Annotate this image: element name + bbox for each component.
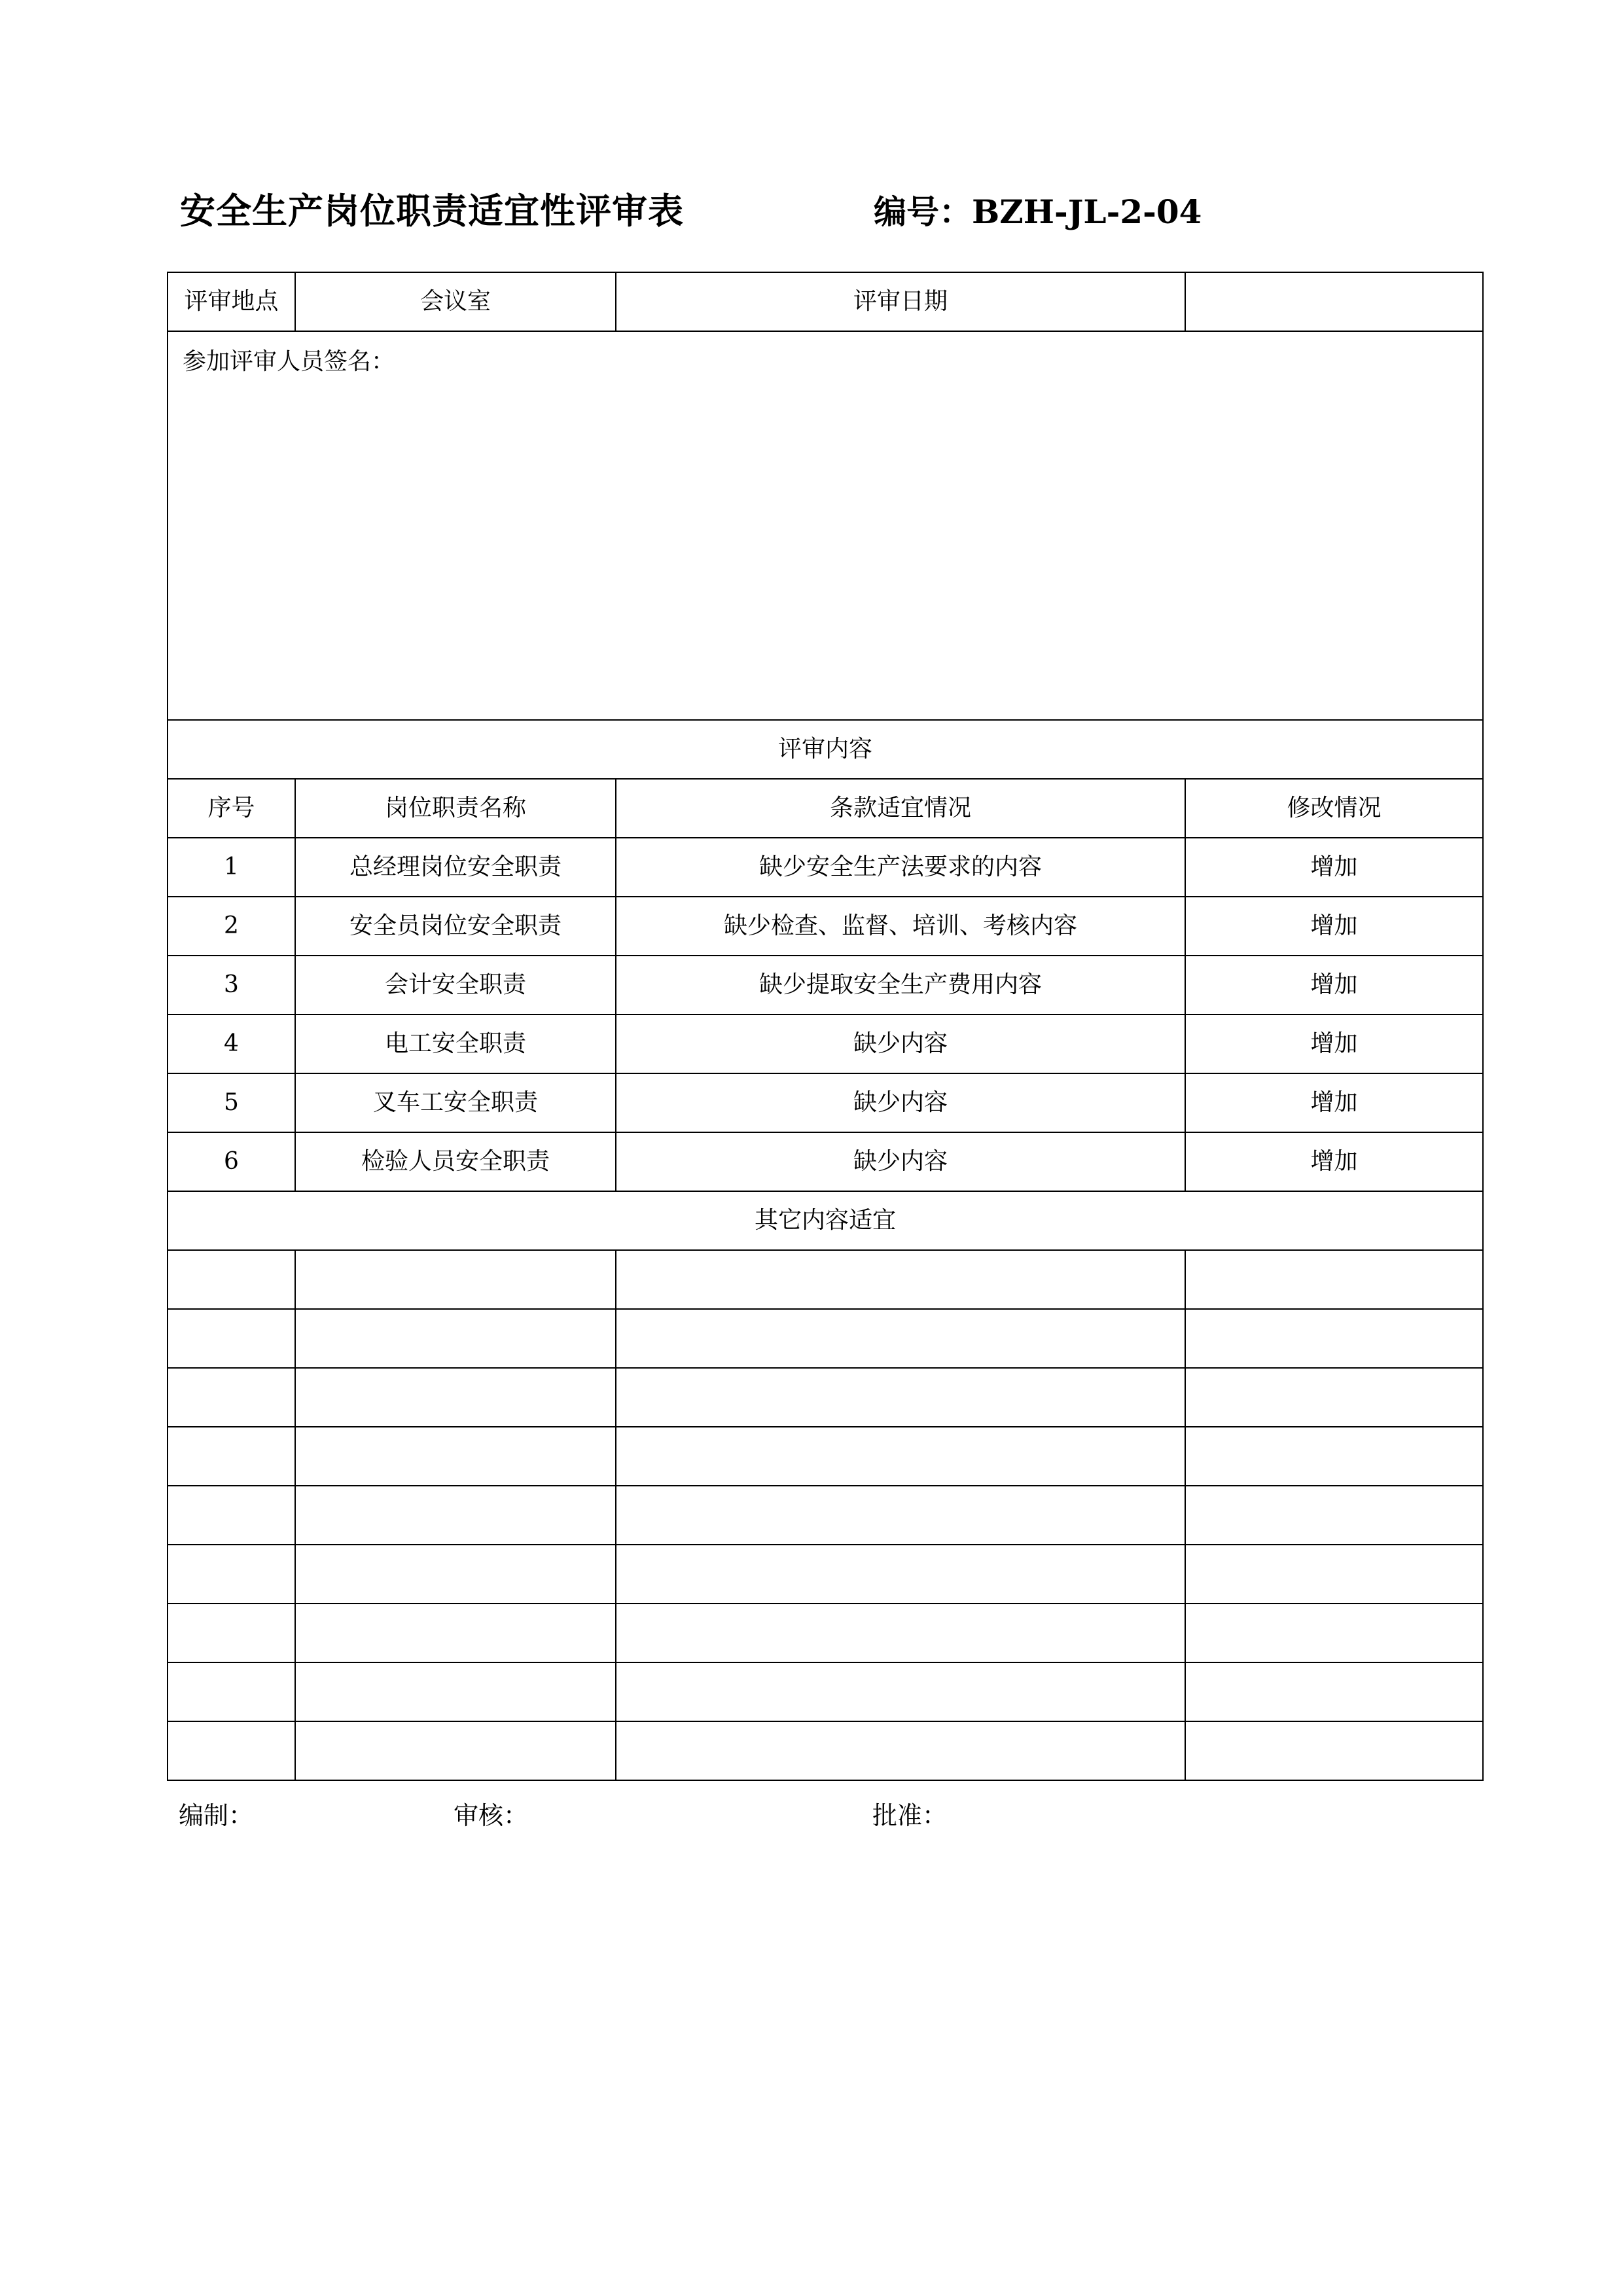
document-header (167, 183, 1495, 234)
cell-clause-suitability[interactable] (616, 1250, 1185, 1309)
cell-no[interactable] (168, 1427, 295, 1486)
review-place-value[interactable]: 会议室 (295, 272, 616, 331)
cell-clause-suitability[interactable] (616, 1721, 1185, 1780)
cell-duty-name[interactable] (295, 1545, 616, 1604)
column-header-no: 序号 (168, 779, 295, 838)
cell-no: 4 (168, 1014, 295, 1073)
cell-modification[interactable] (1185, 1604, 1483, 1662)
cell-duty-name: 会计安全职责 (295, 956, 616, 1014)
column-header-clause-suitability: 条款适宜情况 (616, 779, 1185, 838)
table-row (168, 1604, 1483, 1662)
table-row (168, 1427, 1483, 1486)
cell-duty-name[interactable] (295, 1721, 616, 1780)
cell-duty-name[interactable] (295, 1486, 616, 1545)
cell-duty-name[interactable] (295, 1368, 616, 1427)
column-header-modification: 修改情况 (1185, 779, 1483, 838)
table-row (168, 1132, 1483, 1191)
cell-clause-suitability: 缺少内容 (616, 1132, 1185, 1191)
prepared-by-label: 编制： (179, 1801, 254, 1830)
table-row (168, 1662, 1483, 1721)
section-label-review-content: 评审内容 (168, 720, 1483, 779)
cell-clause-suitability: 缺少安全生产法要求的内容 (616, 838, 1185, 897)
cell-duty-name[interactable] (295, 1604, 616, 1662)
cell-modification[interactable] (1185, 1662, 1483, 1721)
cell-no: 1 (168, 838, 295, 897)
cell-no[interactable] (168, 1309, 295, 1368)
cell-duty-name[interactable] (295, 1427, 616, 1486)
cell-clause-suitability: 缺少内容 (616, 1073, 1185, 1132)
cell-no[interactable] (168, 1545, 295, 1604)
table-row-section-other-content (168, 1191, 1483, 1250)
table-row (168, 1721, 1483, 1780)
cell-clause-suitability: 缺少检查、监督、培训、考核内容 (616, 897, 1185, 956)
review-place-label: 评审地点 (168, 272, 295, 331)
cell-modification: 增加 (1185, 1073, 1483, 1132)
cell-duty-name: 安全员岗位安全职责 (295, 897, 616, 956)
table-row-signatures (168, 331, 1483, 720)
table-row (168, 1368, 1483, 1427)
table-header-row (168, 779, 1483, 838)
cell-duty-name: 叉车工安全职责 (295, 1073, 616, 1132)
reviewed-by-label: 审核： (454, 1801, 529, 1830)
review-date-label: 评审日期 (616, 272, 1185, 331)
cell-duty-name: 电工安全职责 (295, 1014, 616, 1073)
cell-clause-suitability[interactable] (616, 1604, 1185, 1662)
approved-by-label: 批准： (872, 1801, 948, 1830)
cell-clause-suitability: 缺少内容 (616, 1014, 1185, 1073)
cell-clause-suitability[interactable] (616, 1309, 1185, 1368)
cell-no[interactable] (168, 1250, 295, 1309)
cell-no: 5 (168, 1073, 295, 1132)
signature-footer (167, 1795, 1482, 1831)
column-header-duty-name: 岗位职责名称 (295, 779, 616, 838)
cell-clause-suitability[interactable] (616, 1486, 1185, 1545)
cell-no: 2 (168, 897, 295, 956)
table-row (168, 1073, 1483, 1132)
participant-signature-area[interactable] (168, 331, 1483, 720)
table-row (168, 1309, 1483, 1368)
cell-clause-suitability: 缺少提取安全生产费用内容 (616, 956, 1185, 1014)
cell-no[interactable] (168, 1368, 295, 1427)
cell-modification[interactable] (1185, 1309, 1483, 1368)
page-title: 安全生产岗位职责适宜性评审表 (180, 190, 684, 232)
cell-duty-name[interactable] (295, 1309, 616, 1368)
cell-modification: 增加 (1185, 956, 1483, 1014)
cell-no: 3 (168, 956, 295, 1014)
cell-no[interactable] (168, 1604, 295, 1662)
cell-clause-suitability[interactable] (616, 1662, 1185, 1721)
review-date-value[interactable] (1185, 272, 1483, 331)
section-label-other-content: 其它内容适宜 (168, 1191, 1483, 1250)
cell-modification: 增加 (1185, 897, 1483, 956)
cell-no[interactable] (168, 1662, 295, 1721)
cell-modification[interactable] (1185, 1486, 1483, 1545)
cell-modification[interactable] (1185, 1427, 1483, 1486)
cell-duty-name: 总经理岗位安全职责 (295, 838, 616, 897)
table-row (168, 1545, 1483, 1604)
cell-clause-suitability[interactable] (616, 1368, 1185, 1427)
cell-no[interactable] (168, 1486, 295, 1545)
cell-no[interactable] (168, 1721, 295, 1780)
cell-modification: 增加 (1185, 1014, 1483, 1073)
cell-duty-name: 检验人员安全职责 (295, 1132, 616, 1191)
cell-modification[interactable] (1185, 1721, 1483, 1780)
cell-clause-suitability[interactable] (616, 1545, 1185, 1604)
table-row (168, 956, 1483, 1014)
cell-duty-name[interactable] (295, 1250, 616, 1309)
cell-modification[interactable] (1185, 1545, 1483, 1604)
cell-modification[interactable] (1185, 1368, 1483, 1427)
cell-clause-suitability[interactable] (616, 1427, 1185, 1486)
table-row (168, 838, 1483, 897)
cell-modification: 增加 (1185, 838, 1483, 897)
participant-signature-label: 参加评审人员签名： (183, 348, 395, 375)
cell-modification: 增加 (1185, 1132, 1483, 1191)
review-form-table (167, 272, 1484, 1781)
table-row-section-review-content (168, 720, 1483, 779)
cell-duty-name[interactable] (295, 1662, 616, 1721)
cell-no: 6 (168, 1132, 295, 1191)
table-row-location-date (168, 272, 1483, 331)
table-row (168, 897, 1483, 956)
table-row (168, 1486, 1483, 1545)
table-row (168, 1250, 1483, 1309)
table-row (168, 1014, 1483, 1073)
document-code: 编号：BZH-JL-2-04 (874, 192, 1202, 231)
cell-modification[interactable] (1185, 1250, 1483, 1309)
